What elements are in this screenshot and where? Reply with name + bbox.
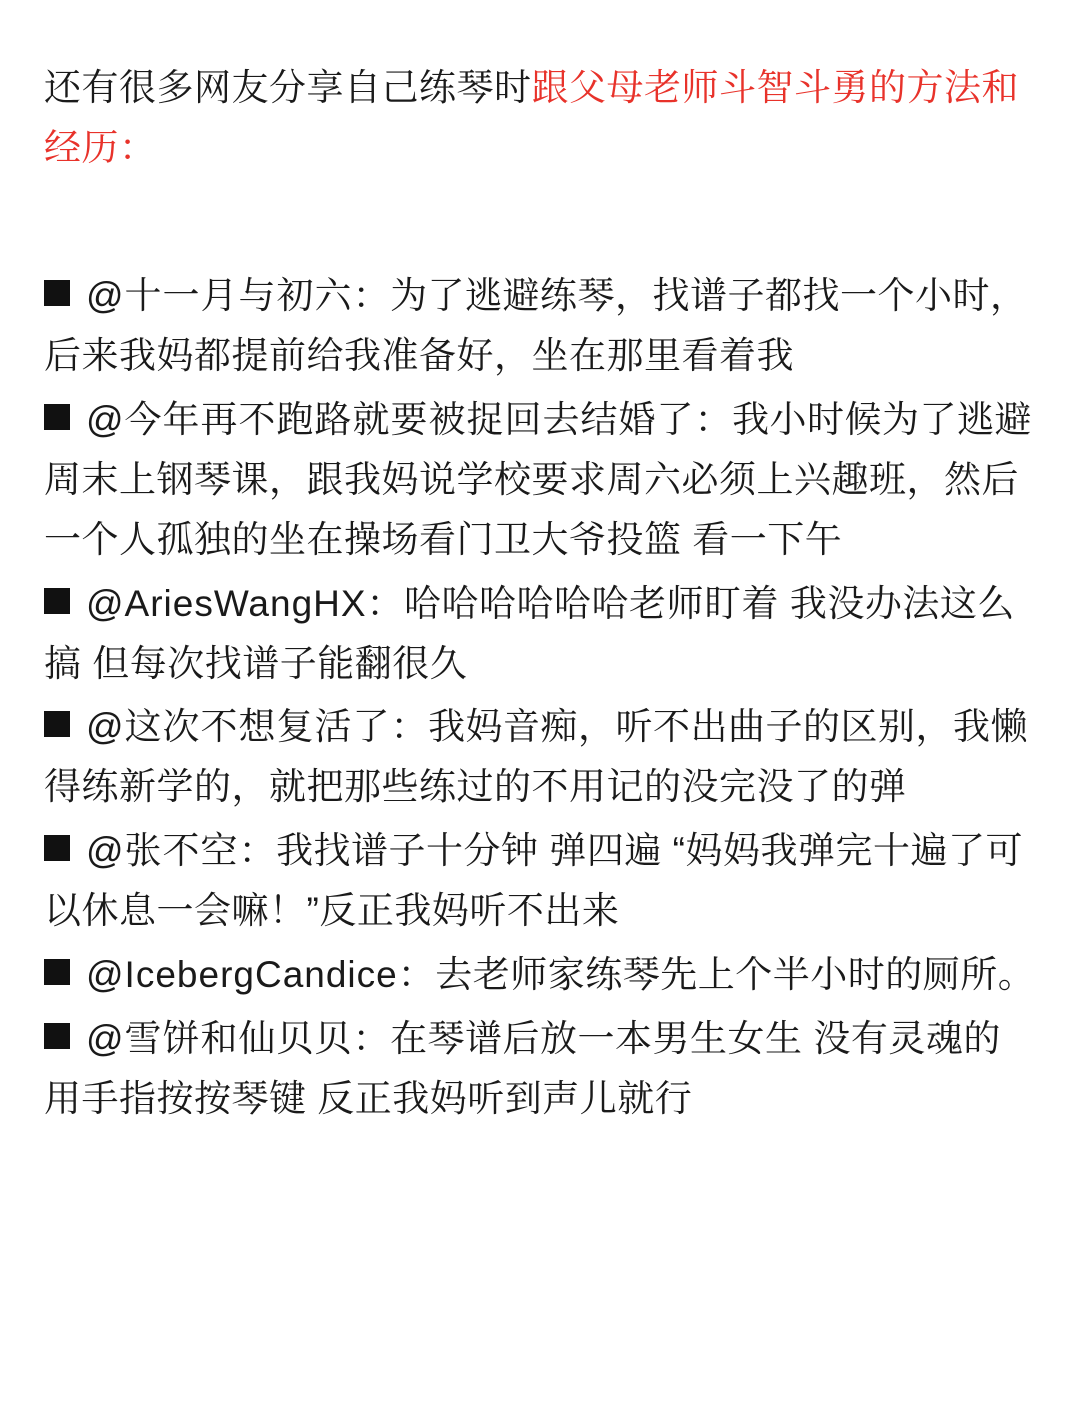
comment-item [44, 1009, 1036, 1129]
comment-handle: @张不空 [86, 830, 239, 872]
comment-handle: @今年再不跑路就要被捉回去结婚了 [86, 398, 695, 440]
intro-colon: ： [119, 126, 157, 168]
comment-text: 在琴谱后放一本男生女生 没有灵魂的用手指按按琴键 反正我妈听到声儿就行 [44, 1018, 1001, 1120]
comment-text: 去老师家练琴先上个半小时的厕所。 [435, 954, 1036, 996]
comment-text: 为了逃避练琴，找谱子都找一个小时，后来我妈都提前给我准备好，坐在那里看着我 [44, 274, 1028, 376]
section-spacer [44, 178, 1036, 266]
square-bullet-icon [44, 588, 70, 614]
comment-handle: @十一月与初六 [86, 274, 353, 316]
comment-separator: ： [694, 398, 733, 440]
square-bullet-icon [44, 835, 70, 861]
comment-item [44, 574, 1036, 694]
comment-item [44, 390, 1036, 570]
comment-text: 哈哈哈哈哈哈老师盯着 我没办法这么搞 但每次找谱子能翻很久 [44, 582, 1015, 684]
intro-lead-text: 还有很多网友分享自己练琴时 [44, 67, 532, 108]
comment-item [44, 821, 1036, 941]
comment-separator: ： [352, 1018, 391, 1060]
square-bullet-icon [44, 404, 70, 430]
comment-handle: @这次不想复活了 [86, 706, 391, 748]
comment-separator: ： [366, 582, 405, 624]
comment-handle: @AriesWangHX [86, 582, 367, 624]
comment-text: 我妈音痴，听不出曲子的区别，我懒得练新学的，就把那些练过的不用记的没完没了的弹 [44, 706, 1029, 808]
comment-handle: @IcebergCandice [86, 954, 398, 996]
square-bullet-icon [44, 280, 70, 306]
comment-item [44, 697, 1036, 817]
square-bullet-icon [44, 1023, 70, 1049]
comment-separator: ： [352, 274, 391, 316]
comment-list [44, 266, 1036, 1129]
comment-text: 我小时候为了逃避周末上钢琴课，跟我妈说学校要求周六必须上兴趣班，然后一个人孤独的坐在操场看门卫大爷投篮 看一下午 [44, 398, 1033, 560]
comment-item [44, 945, 1036, 1005]
square-bullet-icon [44, 959, 70, 985]
comment-handle: @雪饼和仙贝贝 [86, 1018, 353, 1060]
comment-separator: ： [390, 706, 429, 748]
intro-highlight-text: 跟父母老师斗智斗勇的方法和经历 [44, 67, 1019, 168]
comment-text: 我找谱子十分钟 弹四遍 “妈妈我弹完十遍了可以休息一会嘛！”反正我妈听不出来 [44, 830, 1023, 932]
comment-item [44, 266, 1036, 386]
comment-separator: ： [397, 954, 436, 996]
square-bullet-icon [44, 711, 70, 737]
intro-paragraph [44, 58, 1036, 178]
comment-separator: ： [238, 830, 277, 872]
